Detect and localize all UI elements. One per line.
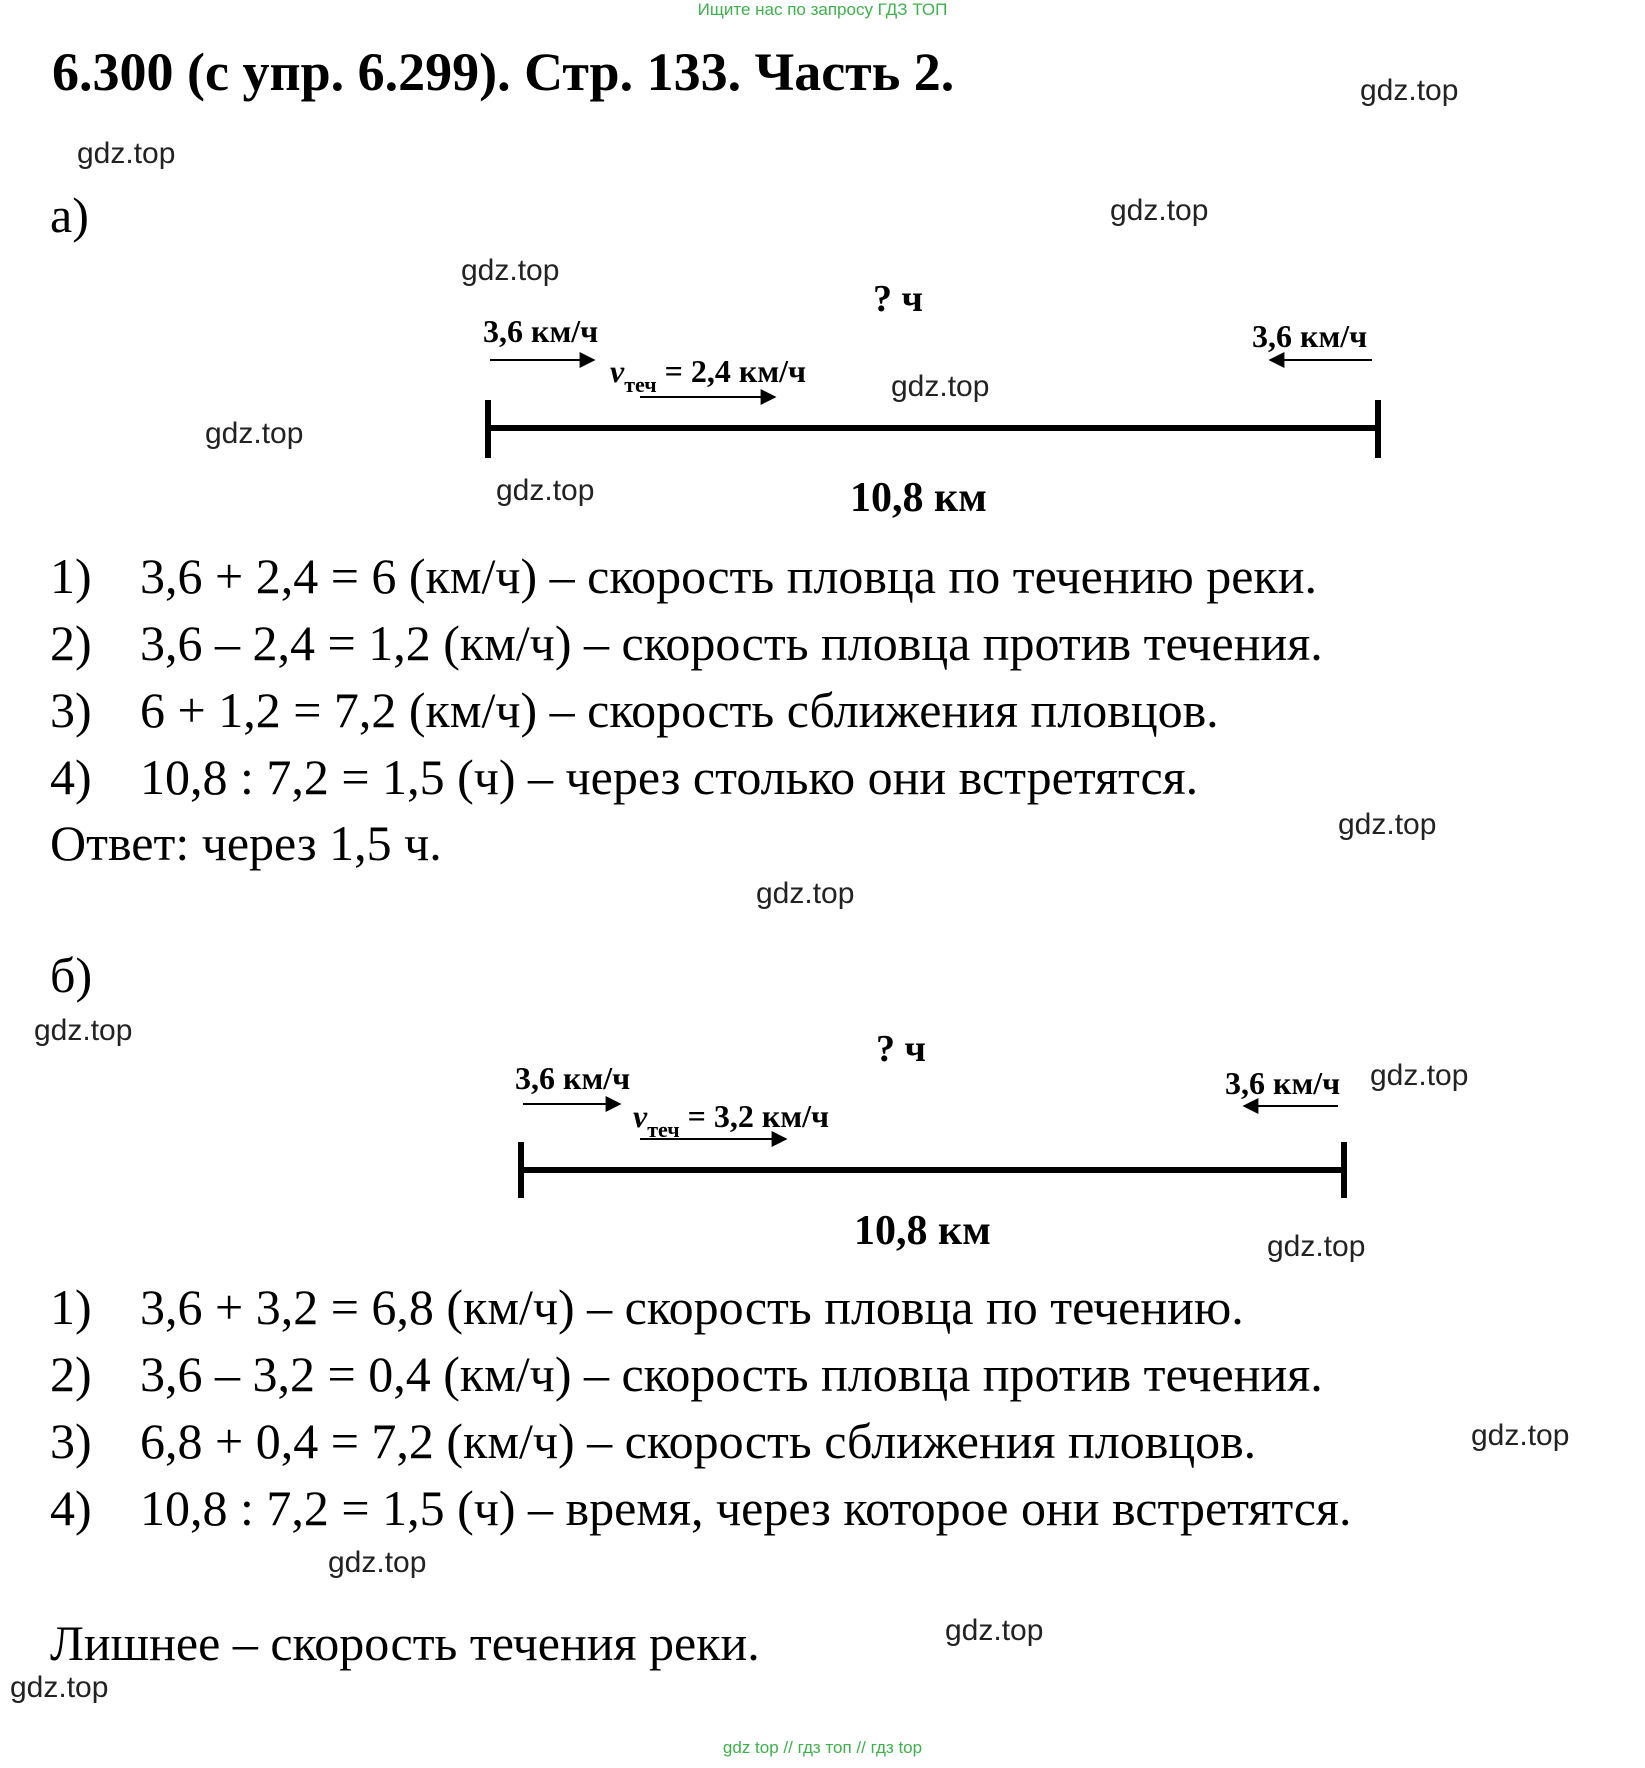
step-text: 6,8 + 0,4 = 7,2 (км/ч) – скорость сближения пловцов. xyxy=(140,1413,1257,1469)
step-number: 1) xyxy=(50,1279,92,1335)
watermark: gdz.top xyxy=(205,417,304,450)
right-speed-label: 3,6 км/ч xyxy=(1225,1065,1341,1101)
solution-step xyxy=(50,1346,1323,1402)
watermark: gdz.top xyxy=(945,1614,1044,1647)
part-a-label: а) xyxy=(50,187,89,243)
watermark: gdz.top xyxy=(1338,808,1437,841)
left-speed-label: 3,6 км/ч xyxy=(515,1060,631,1096)
step-number: 2) xyxy=(50,615,92,671)
left-speed-label: 3,6 км/ч xyxy=(483,313,599,349)
time-label: ? ч xyxy=(876,1028,926,1070)
current-speed-label xyxy=(633,1100,829,1141)
current-value: = 3,2 км/ч xyxy=(687,1098,830,1134)
step-text: 3,6 + 3,2 = 6,8 (км/ч) – скорость пловца по течению. xyxy=(140,1279,1244,1335)
time-label: ? ч xyxy=(873,278,923,320)
step-number: 3) xyxy=(50,682,92,738)
part-b-label: б) xyxy=(50,947,93,1003)
step-text: 6 + 1,2 = 7,2 (км/ч) – скорость сближения пловцов. xyxy=(140,682,1219,738)
watermark: gdz.top xyxy=(496,474,595,507)
footer-links[interactable]: gdz top // гдз топ // гдз top xyxy=(722,1738,923,1757)
step-text: 3,6 + 2,4 = 6 (км/ч) – скорость пловца по течению реки. xyxy=(140,548,1317,604)
solution-step xyxy=(50,749,1199,805)
watermark: gdz.top xyxy=(1370,1059,1469,1092)
solution-step xyxy=(50,682,1219,738)
watermark: gdz.top xyxy=(1471,1419,1570,1452)
solution-step xyxy=(50,615,1323,671)
conclusion: Лишнее – скорость течения реки. xyxy=(50,1615,760,1671)
step-number: 1) xyxy=(50,548,92,604)
watermark: gdz.top xyxy=(1110,194,1209,227)
watermark: gdz.top xyxy=(891,370,990,403)
watermark: gdz.top xyxy=(756,877,855,910)
step-text: 10,8 : 7,2 = 1,5 (ч) – время, через которое они встретятся. xyxy=(140,1480,1352,1536)
watermark: gdz.top xyxy=(461,254,560,287)
current-speed-label xyxy=(610,355,806,396)
solution-step xyxy=(50,1279,1244,1335)
distance-label: 10,8 км xyxy=(854,1208,991,1254)
step-number: 3) xyxy=(50,1413,92,1469)
watermark: gdz.top xyxy=(77,137,176,170)
step-text: 10,8 : 7,2 = 1,5 (ч) – через столько они встретятся. xyxy=(140,749,1199,805)
current-value: = 2,4 км/ч xyxy=(664,353,807,389)
step-text: 3,6 – 2,4 = 1,2 (км/ч) – скорость пловца против течения. xyxy=(140,615,1323,671)
step-number: 4) xyxy=(50,1480,92,1536)
step-text: 3,6 – 3,2 = 0,4 (км/ч) – скорость пловца против течения. xyxy=(140,1346,1323,1402)
distance-label: 10,8 км xyxy=(850,475,987,521)
step-number: 4) xyxy=(50,749,92,805)
watermark: gdz.top xyxy=(34,1014,133,1047)
solution-step xyxy=(50,548,1317,604)
solution-step xyxy=(50,1413,1257,1469)
page-title: 6.300 (с упр. 6.299). Стр. 133. Часть 2. xyxy=(52,42,955,102)
watermark: gdz.top xyxy=(1360,74,1459,107)
top-banner[interactable]: Ищите нас по запросу ГДЗ ТОП xyxy=(697,0,948,19)
watermark: gdz.top xyxy=(1267,1230,1366,1263)
answer: Ответ: через 1,5 ч. xyxy=(50,815,442,871)
solution-step xyxy=(50,1480,1352,1536)
step-number: 2) xyxy=(50,1346,92,1402)
watermark: gdz.top xyxy=(10,1671,109,1704)
current-symbol: v xyxy=(610,353,625,389)
current-symbol: v xyxy=(633,1098,648,1134)
right-speed-label: 3,6 км/ч xyxy=(1252,318,1368,354)
current-subscript: теч xyxy=(647,1117,680,1142)
current-subscript: теч xyxy=(624,372,657,397)
watermark: gdz.top xyxy=(328,1546,427,1579)
